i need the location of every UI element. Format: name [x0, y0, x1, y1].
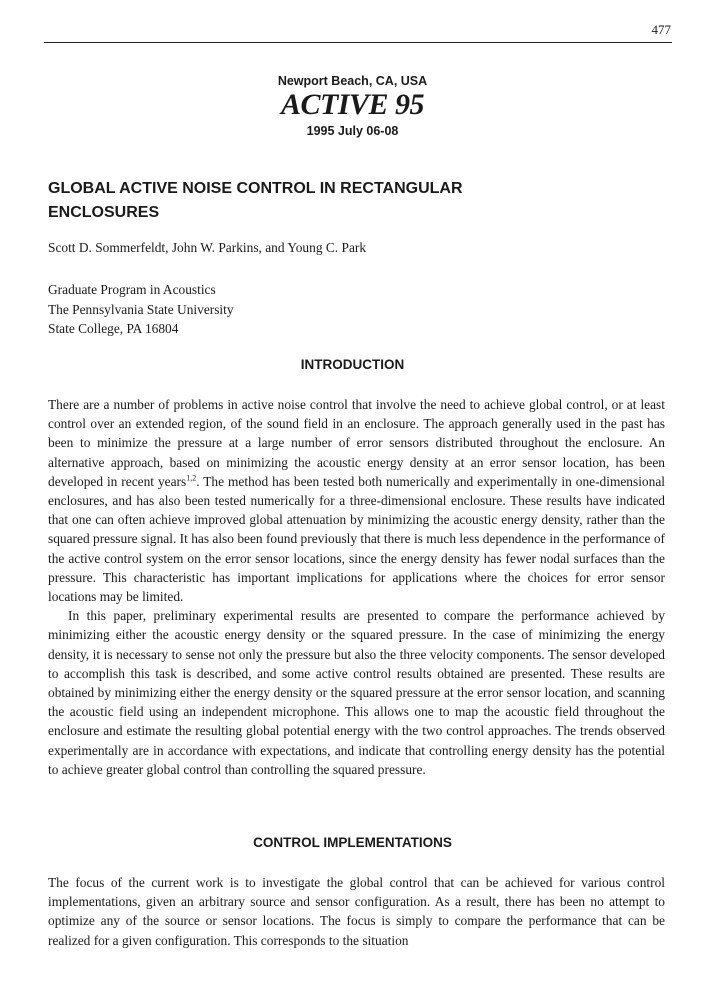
introduction-paragraph-1	[48, 395, 665, 606]
affiliation-line-2: The Pennsylvania State University	[48, 301, 234, 317]
page-number: 477	[651, 22, 671, 37]
introduction-paragraph-2: In this paper, preliminary experimental results are presented to compare the performance achieved by minimizing either the acoustic energy density or the squared pressure. In the case of minimizing the energy density, it is necessary to sense not only the pressure but also the three velocity components. The sensor developed to accomplish this task is described, and some active control results obtained are presented. These results are obtained by minimizing either the energy density or the squared pressure at the error sensor location, and scanning the acoustic field using an independent microphone. This allows one to map the acoustic field throughout the enclosure and estimate the resulting global potential energy with the two control approaches. The trends observed experimentally are in accordance with expectations, and indicate that controlling energy density has the potential to achieve greater global control than controlling the squared pressure.	[48, 608, 665, 777]
paper-title	[48, 177, 648, 225]
paper-title-line-2: ENCLOSURES	[48, 204, 160, 221]
paper-title-line-1: GLOBAL ACTIVE NOISE CONTROL IN RECTANGULAR	[48, 180, 463, 197]
conference-place: Newport Beach, CA, USA	[277, 74, 428, 88]
introduction-body	[48, 395, 665, 779]
control-implementations-body	[48, 873, 665, 950]
citation-ref: 1,2	[186, 473, 197, 483]
affiliation-line-3: State College, PA 16804	[48, 321, 179, 336]
section-heading-control-implementations: CONTROL IMPLEMENTATIONS	[253, 835, 452, 850]
conference-name: ACTIVE 95	[280, 88, 425, 121]
section-heading-introduction: INTRODUCTION	[300, 357, 405, 372]
intro-p1-text-a: There are a number of problems in active noise control that involve the need to achieve global control, or at least control over an extended region, of the sound field in an enclosure. The approach generally used in the past has been to minimize the pressure at a large number of error sensors distributed throughout the enclosure. An alternative approach, based on minimizing the acoustic energy density at an error sensor location, has been developed in recent years	[48, 397, 665, 489]
control-paragraph-1: The focus of the current work is to investigate the global control that can be achieved for various control implementations, given an arbitrary source and sensor configuration. As a result, there has been no attempt to optimize any of the source or sensor locations. The focus is simply to compare the performance that can be realized for a given configuration. This corresponds to the situation	[48, 875, 665, 948]
affiliation-line-1: Graduate Program in Acoustics	[48, 282, 216, 297]
header-rule	[44, 42, 672, 43]
affiliation	[48, 280, 234, 339]
author-list: Scott D. Sommerfeldt, John W. Parkins, and Young C. Park	[48, 240, 367, 255]
conference-dates: 1995 July 06-08	[306, 124, 399, 138]
intro-p1-text-b: . The method has been tested both numerically and experimentally in one-dimensional enclosures, and has also been tested numerically for a three-dimensional enclosure. These results have indicated that one can often achieve improved global attenuation by minimizing the acoustic energy density, rather than the squared pressure signal. It has also been found previously that there is much less dependence in the performance of the active control system on the error sensor locations, since the energy density has fewer nodal surfaces than the pressure. This characteristic has important implications for applications where the choices for error sensor locations may be limited.	[48, 473, 665, 605]
